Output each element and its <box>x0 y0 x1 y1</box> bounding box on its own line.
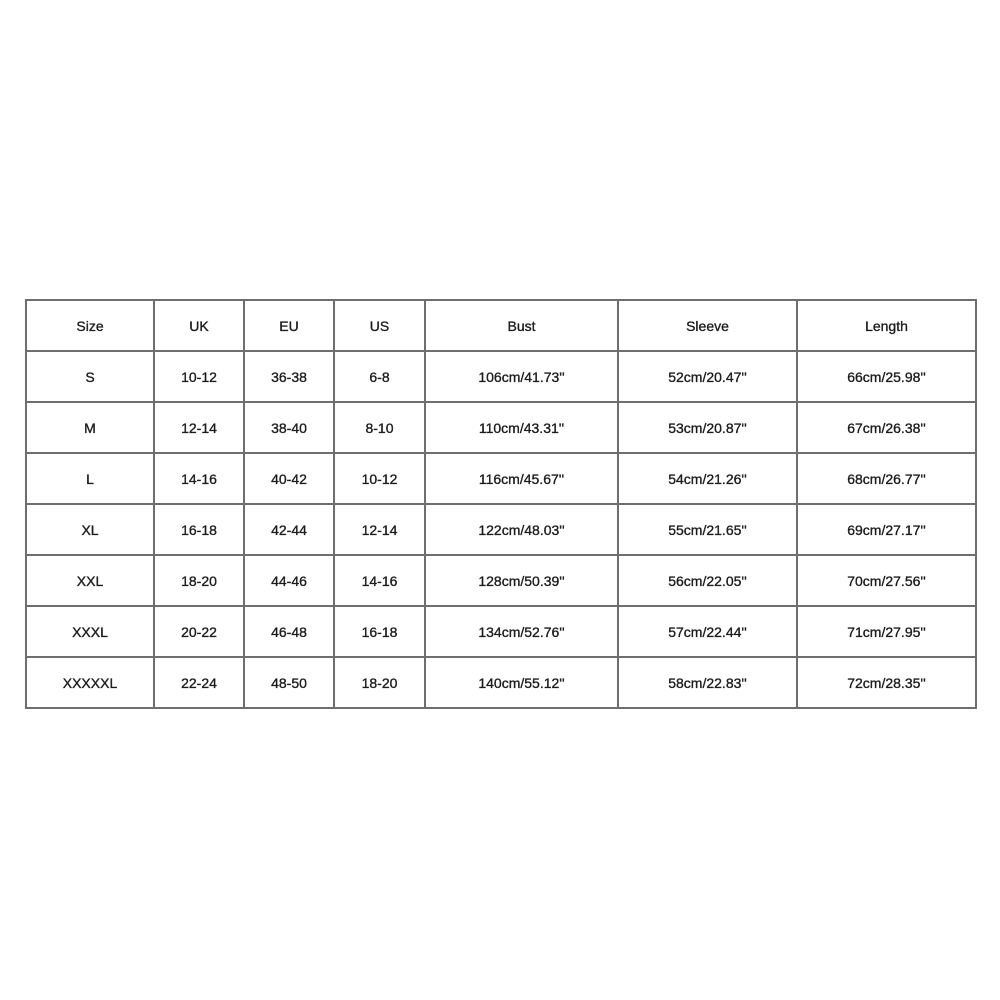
cell-eu: 36-38 <box>244 351 334 402</box>
cell-sleeve: 54cm/21.26'' <box>618 453 797 504</box>
cell-us: 16-18 <box>334 606 425 657</box>
cell-sleeve: 57cm/22.44'' <box>618 606 797 657</box>
cell-bust: 134cm/52.76'' <box>425 606 618 657</box>
cell-us: 10-12 <box>334 453 425 504</box>
cell-uk: 12-14 <box>154 402 244 453</box>
cell-uk: 14-16 <box>154 453 244 504</box>
cell-size: S <box>26 351 154 402</box>
table-row <box>26 657 976 708</box>
cell-us: 8-10 <box>334 402 425 453</box>
cell-eu: 46-48 <box>244 606 334 657</box>
cell-length: 68cm/26.77'' <box>797 453 976 504</box>
cell-length: 71cm/27.95'' <box>797 606 976 657</box>
cell-length: 67cm/26.38'' <box>797 402 976 453</box>
header-size: Size <box>26 300 154 351</box>
cell-uk: 16-18 <box>154 504 244 555</box>
cell-size: M <box>26 402 154 453</box>
cell-us: 18-20 <box>334 657 425 708</box>
cell-sleeve: 58cm/22.83'' <box>618 657 797 708</box>
cell-us: 12-14 <box>334 504 425 555</box>
header-sleeve: Sleeve <box>618 300 797 351</box>
table-row <box>26 402 976 453</box>
cell-sleeve: 55cm/21.65'' <box>618 504 797 555</box>
cell-size: XXXL <box>26 606 154 657</box>
cell-bust: 122cm/48.03'' <box>425 504 618 555</box>
cell-eu: 48-50 <box>244 657 334 708</box>
cell-uk: 10-12 <box>154 351 244 402</box>
header-uk: UK <box>154 300 244 351</box>
cell-eu: 44-46 <box>244 555 334 606</box>
header-us: US <box>334 300 425 351</box>
header-row <box>26 300 976 351</box>
cell-us: 14-16 <box>334 555 425 606</box>
cell-size: L <box>26 453 154 504</box>
cell-length: 69cm/27.17'' <box>797 504 976 555</box>
header-length: Length <box>797 300 976 351</box>
cell-uk: 20-22 <box>154 606 244 657</box>
table-row <box>26 453 976 504</box>
cell-sleeve: 52cm/20.47'' <box>618 351 797 402</box>
cell-size: XL <box>26 504 154 555</box>
cell-eu: 40-42 <box>244 453 334 504</box>
cell-bust: 116cm/45.67'' <box>425 453 618 504</box>
cell-bust: 140cm/55.12'' <box>425 657 618 708</box>
cell-uk: 18-20 <box>154 555 244 606</box>
cell-bust: 128cm/50.39'' <box>425 555 618 606</box>
cell-eu: 38-40 <box>244 402 334 453</box>
cell-us: 6-8 <box>334 351 425 402</box>
cell-size: XXL <box>26 555 154 606</box>
cell-eu: 42-44 <box>244 504 334 555</box>
table-row <box>26 351 976 402</box>
cell-length: 70cm/27.56'' <box>797 555 976 606</box>
cell-sleeve: 53cm/20.87'' <box>618 402 797 453</box>
cell-bust: 106cm/41.73'' <box>425 351 618 402</box>
cell-bust: 110cm/43.31'' <box>425 402 618 453</box>
header-eu: EU <box>244 300 334 351</box>
table-row <box>26 504 976 555</box>
cell-sleeve: 56cm/22.05'' <box>618 555 797 606</box>
table-row <box>26 606 976 657</box>
cell-length: 72cm/28.35'' <box>797 657 976 708</box>
cell-size: XXXXXL <box>26 657 154 708</box>
cell-uk: 22-24 <box>154 657 244 708</box>
table-row <box>26 555 976 606</box>
size-chart-table <box>25 299 977 709</box>
cell-length: 66cm/25.98'' <box>797 351 976 402</box>
header-bust: Bust <box>425 300 618 351</box>
